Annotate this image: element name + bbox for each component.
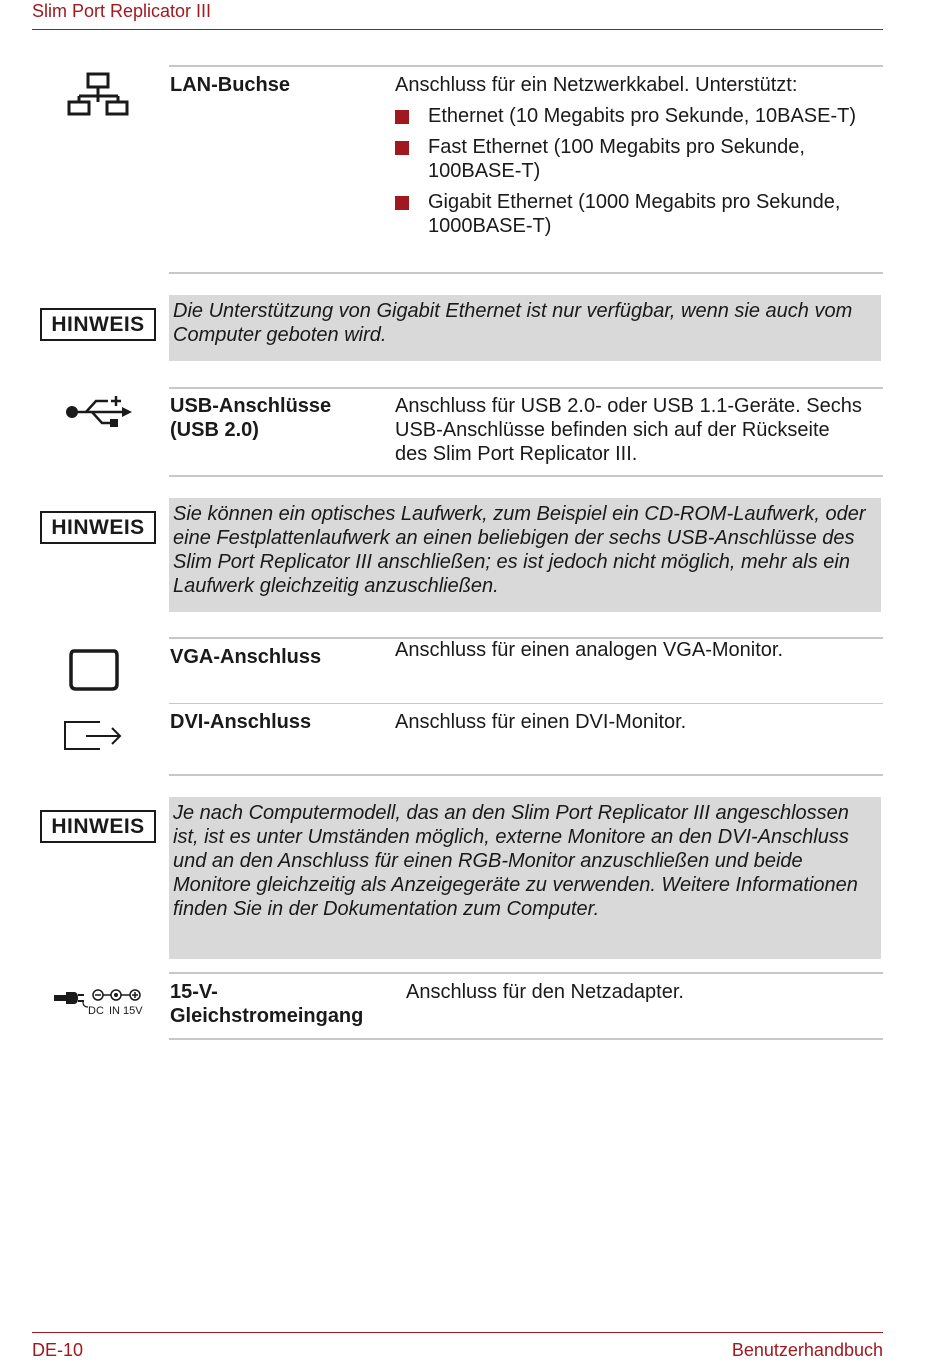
note-text: Je nach Computermodell, das an den Slim Port Replicator III angeschlossen ist, ist es unter Umständen möglich, externe Monitore an den DVI-Anschluss und an den Anschluss für einen RGB-Monitor anzuschließen und beide Monitore gleichzeitig als Anzeigegeräte zu verwenden. Weitere Informationen finden Sie in der Dokumentation zum Computer. <box>169 797 881 959</box>
table-rule <box>169 703 883 704</box>
usb-desc: Anschluss für USB 2.0- oder USB 1.1-Geräte. Sechs USB-Anschlüsse befinden sich auf der Rückseite des Slim Port Replicator III. <box>395 395 862 465</box>
dvi-output-icon <box>62 720 124 752</box>
list-item: Fast Ethernet (100 Megabits pro Sekunde, 100BASE-T) <box>395 135 888 183</box>
network-icon <box>66 72 130 118</box>
footer-rule <box>32 1332 883 1333</box>
dc-term: 15-V-Gleichstromeingang <box>170 981 364 1027</box>
lan-intro: Anschluss für ein Netzwerkkabel. Unterstützt: <box>395 74 798 96</box>
hinweis-label: HINWEIS <box>40 810 156 843</box>
usb-term: USB-Anschlüsse (USB 2.0) <box>170 395 332 441</box>
page-number: DE-10 <box>32 1340 84 1360</box>
book-title: Benutzerhandbuch <box>731 1340 883 1360</box>
vga-term: VGA-Anschluss <box>170 646 322 668</box>
hinweis-label: HINWEIS <box>40 511 156 544</box>
dvi-desc: Anschluss für einen DVI-Monitor. <box>395 711 687 733</box>
dc-power-icon <box>50 986 150 1022</box>
list-item: Gigabit Ethernet (1000 Megabits pro Sekunde, 1000BASE-T) <box>395 190 888 238</box>
in-icon-label: IN 15V <box>109 1005 143 1017</box>
note-text: Die Unterstützung von Gigabit Ethernet ist nur verfügbar, wenn sie auch vom Computer geboten wird. <box>169 295 881 361</box>
list-item: Ethernet (10 Megabits pro Sekunde, 10BASE-T) <box>395 104 888 128</box>
note-text: Sie können ein optisches Laufwerk, zum Beispiel ein CD-ROM-Laufwerk, oder eine Festplattenlaufwerk an einen beliebigen der sechs USB-Anschlüsse des Slim Port Replicator III anschließen; es ist jedoch nicht möglich, mehr als ein Laufwerk gleichzeitig anzuschließen. <box>169 498 881 612</box>
dc-desc: Anschluss für den Netzadapter. <box>406 981 684 1003</box>
bullet-square-icon <box>395 110 409 124</box>
table-rule <box>169 475 883 477</box>
dc-icon-label: DC <box>88 1005 104 1017</box>
monitor-icon <box>68 648 120 692</box>
dvi-term: DVI-Anschluss <box>170 711 312 733</box>
page-header-title: Slim Port Replicator III <box>32 1 212 21</box>
bullet-square-icon <box>395 141 409 155</box>
hinweis-label: HINWEIS <box>40 308 156 341</box>
bullet-square-icon <box>395 196 409 210</box>
table-rule <box>169 387 883 389</box>
header-rule <box>32 29 883 30</box>
lan-bullet-list <box>395 104 888 245</box>
table-rule <box>169 972 883 974</box>
table-rule <box>169 774 883 776</box>
table-rule <box>169 272 883 274</box>
lan-term: LAN-Buchse <box>170 74 291 96</box>
table-rule <box>169 1038 883 1040</box>
usb-icon <box>64 393 136 433</box>
vga-desc: Anschluss für einen analogen VGA-Monitor. <box>395 639 783 661</box>
table-rule <box>169 65 883 67</box>
